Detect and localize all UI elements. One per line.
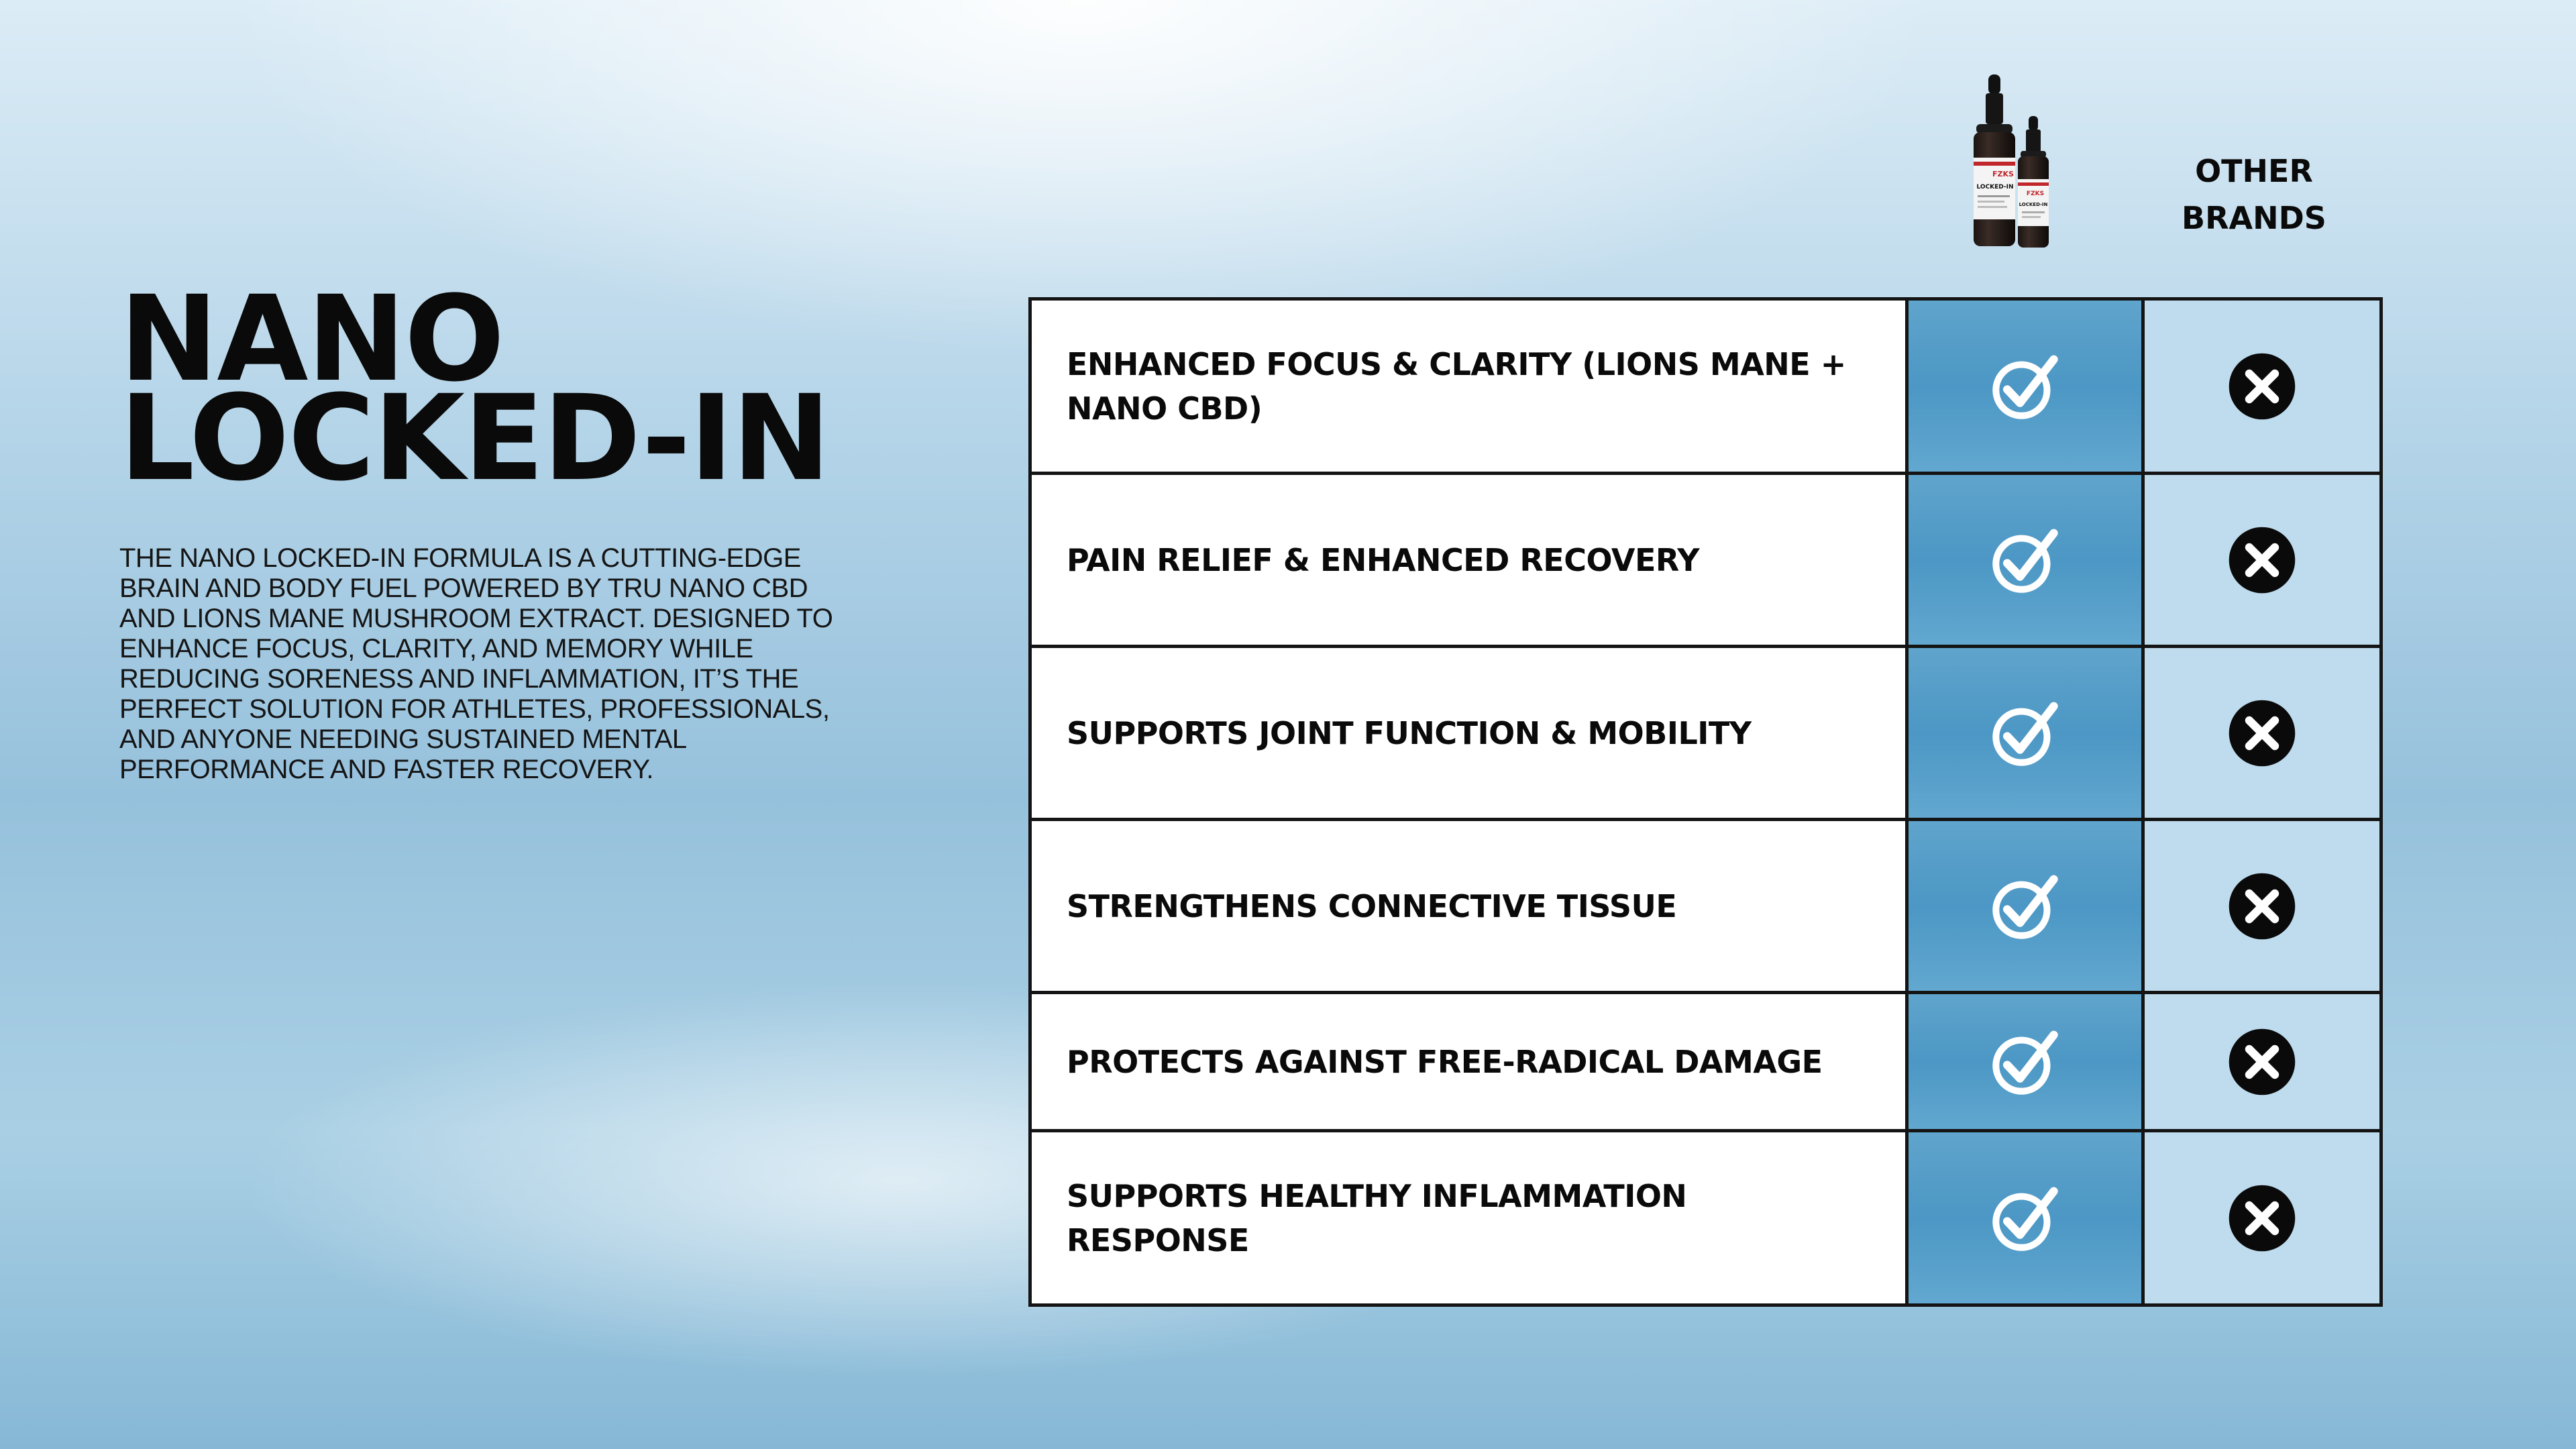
other-brands-cell bbox=[2143, 474, 2381, 647]
feature-cell bbox=[1030, 993, 1907, 1131]
bottle-brand-text: FZKS bbox=[1992, 170, 2014, 178]
our-product-cell bbox=[1907, 299, 2143, 474]
table-row bbox=[1030, 820, 2381, 993]
table-row bbox=[1030, 474, 2381, 647]
our-product-cell bbox=[1907, 1131, 2143, 1305]
bottle-brand-text: FZKS bbox=[2026, 191, 2045, 197]
product-bottles-image bbox=[1966, 70, 2080, 258]
table-row bbox=[1030, 993, 2381, 1131]
title-line: NANO bbox=[119, 270, 504, 408]
feature-cell bbox=[1030, 474, 1907, 647]
our-product-cell bbox=[1907, 474, 2143, 647]
other-brands-line: OTHER bbox=[2195, 153, 2313, 189]
page-title bbox=[119, 270, 830, 507]
feature-cell bbox=[1030, 1131, 1907, 1305]
other-brands-line: BRANDS bbox=[2182, 200, 2326, 236]
other-brands-cell bbox=[2143, 647, 2381, 820]
x-icon bbox=[2224, 696, 2300, 771]
bottle-name-text: LOCKED-IN bbox=[1976, 184, 2014, 191]
feature-cell bbox=[1030, 820, 1907, 993]
title-line: LOCKED-IN bbox=[119, 370, 830, 507]
other-brands-cell bbox=[2143, 299, 2381, 474]
feature-label: STRENGTHENS CONNECTIVE TISSUE bbox=[1067, 888, 1677, 924]
check-icon bbox=[1988, 1024, 2063, 1099]
check-icon bbox=[1988, 349, 2063, 424]
check-icon bbox=[1988, 869, 2063, 944]
x-icon bbox=[2224, 349, 2300, 424]
x-icon bbox=[2224, 1181, 2300, 1256]
feature-cell bbox=[1030, 647, 1907, 820]
table-row bbox=[1030, 1131, 2381, 1305]
other-brands-heading bbox=[2140, 148, 2368, 241]
x-icon bbox=[2224, 523, 2300, 598]
our-product-cell bbox=[1907, 820, 2143, 993]
check-icon bbox=[1988, 523, 2063, 598]
check-icon bbox=[1988, 696, 2063, 771]
our-product-cell bbox=[1907, 647, 2143, 820]
other-brands-cell bbox=[2143, 1131, 2381, 1305]
other-brands-cell bbox=[2143, 993, 2381, 1131]
table-row bbox=[1030, 299, 2381, 474]
feature-label: SUPPORTS HEALTHY INFLAMMATION RESPONSE bbox=[1067, 1177, 1687, 1258]
feature-label: PAIN RELIEF & ENHANCED RECOVERY bbox=[1067, 541, 1700, 578]
bottle-name-text: LOCKED-IN bbox=[2019, 202, 2048, 207]
our-product-cell bbox=[1907, 993, 2143, 1131]
feature-cell bbox=[1030, 299, 1907, 474]
feature-label: SUPPORTS JOINT FUNCTION & MOBILITY bbox=[1067, 714, 1752, 751]
feature-label: ENHANCED FOCUS & CLARITY (LIONS MANE + NANO CBD) bbox=[1067, 345, 1846, 427]
product-description: THE NANO LOCKED-IN FORMULA IS A CUTTING-EDGE BRAIN AND BODY FUEL POWERED BY TRU NANO CBD AND LIONS MANE MUSHROOM EXTRACT. DESIGNED TO ENHANCE FOCUS, CLARITY, AND MEMORY WHILE REDUCING SORENESS AND INFLAMMATION, IT’S THE PERFECT SOLUTION FOR ATHLETES, PROFESSIONALS, AND ANYONE NEEDING SUSTAINED MENTAL PERFORMANCE AND FASTER RECOVERY. bbox=[119, 543, 833, 784]
table-row bbox=[1030, 647, 2381, 820]
x-icon bbox=[2224, 869, 2300, 944]
x-icon bbox=[2224, 1024, 2300, 1099]
comparison-table bbox=[1028, 297, 2383, 1307]
feature-label: PROTECTS AGAINST FREE-RADICAL DAMAGE bbox=[1067, 1043, 1823, 1080]
other-brands-cell bbox=[2143, 820, 2381, 993]
check-icon bbox=[1988, 1181, 2063, 1256]
